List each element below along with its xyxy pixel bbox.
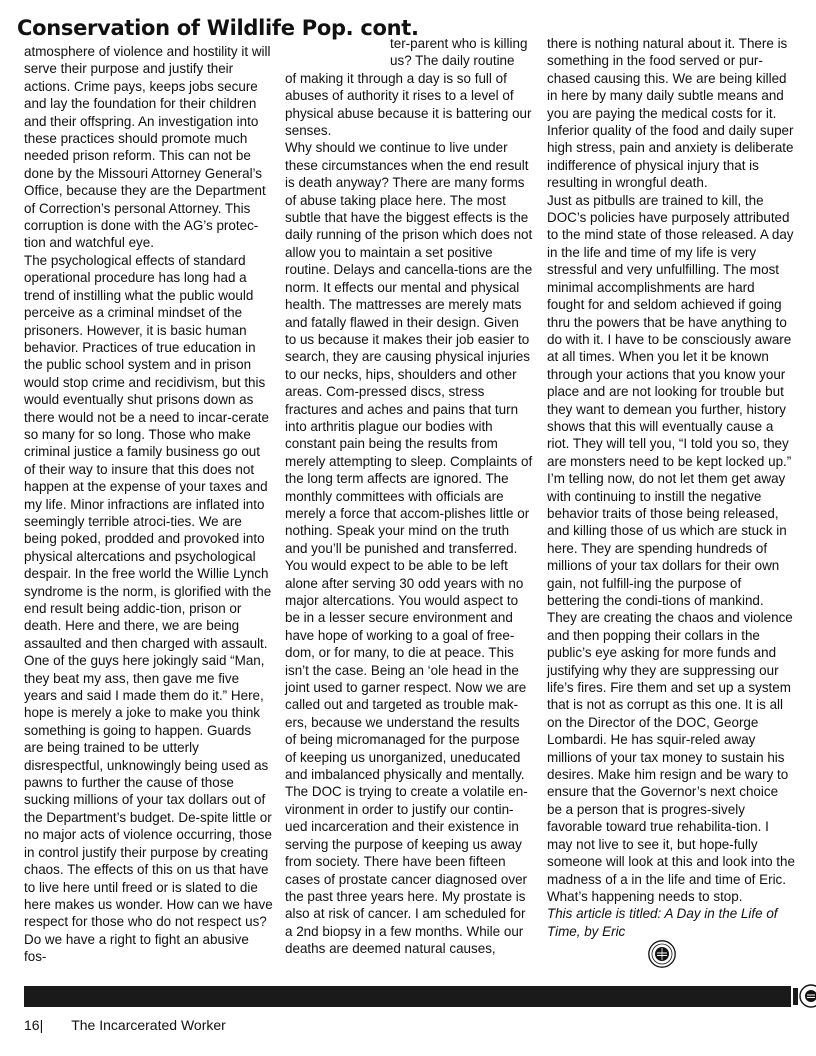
paragraph: there is nothing natural about it. There is something in the food served or pur-chased causing this. We are being killed in here by many daily subtle means and you are paying the medical costs for it. Inferior quality of the food and daily super high stress, pain and anxiety is deliberate indifference of physical injury that is resulting in wrongful death. [547, 36, 794, 191]
publication-name: The Incarcerated Worker [71, 1017, 226, 1033]
article-closing: This article is titled: A Day in the Life of Time, by Eric [547, 906, 778, 939]
paragraph: Just as pitbulls are trained to kill, the DOC’s policies have purposely attributed to the mind state of those released. A day in the life and time of my life is very stressful and very unfulfilling. The most minimal accomplishments are hard fought for and seldom achieved if going thru the powers that be have anything to do with it. I have to be consciously aware at all times. When you let it be known through your actions that you know your place and are not looking for trouble but they want to demean you further, history shows that this will eventually cause a riot. They will tell you, “I told you so, they are monsters need to be kept locked up.” I’m telling now, do not let them get away with continuing to instill the negative behavior traits of those being released, and killing those of us which are stuck in here. They are spending hundreds of millions of your tax dollars for their own gain, not fulfill-ing the purpose of bettering the condi-tions of mankind. They are creating the chaos and violence and then popping their collars in the public’s eye asking for more funds and justifying why they are suppressing our life’s fires. Fire them and set up a system that is not as corrupt as this one. It is all on the Director of the DOC, George Lombardi. He has squir-reled away millions of your tax money to sustain his desires. Make him resign and be wary to ensure that the Governor’s next choice be a person that is progres-sively favorable toward true rehabilita-tion. I may not live to see it, but hope-fully someone will look at this and look into the madness of a in the life and time of Eric. What’s happening needs to stop. [547, 192, 795, 904]
footer-bar-mark [793, 988, 798, 1005]
footer-seal-icon [799, 984, 816, 1008]
page-number: 16| [24, 1017, 44, 1033]
paragraph: You would expect to be able to be left alone after serving 30 odd years with no major altercations. You would aspect to be in a lesser secure environment and have hope of working to a goal of free-dom, or for many, to die at peace. This isn’t the case. Being an ‘ole head in the joint used to garner respect. Now we are called out and targeted as trouble mak-ers, because we understand the results of being micromanaged for the purpose of keeping us unorganized, uneducated and imbalanced physically and mentally. The DOC is trying to create a volatile en-vironment in order to justify our contin-ued incarceration and their existence in serving the purpose of keeping us away from society. There have been fifteen cases of prostate cancer diagnosed over the past three years here. My prostate is also at risk of cancer. I am scheduled for a 2nd biopsy in a few months. While our deaths are deemed natural causes, [285, 558, 528, 957]
article-column-3 [547, 35, 795, 940]
article-title: Conservation of Wildlife Pop. cont. [17, 16, 419, 40]
article-column-2 [285, 35, 533, 958]
paragraph: atmosphere of violence and hostility it will serve their purpose and justify their actions. Crime pays, keeps jobs secure and lay the foundation for their children and their offspring. An investigation into these practices should promote much needed prison reform. This can not be done by the Missouri Attorney General’s Office, because they are the Department of Correction’s personal Attorney. This corruption is done with the AG’s protec-tion and watchful eye. [24, 44, 271, 251]
page-footer [24, 1017, 226, 1033]
article-column-1 [24, 43, 274, 966]
iww-seal-icon [648, 940, 676, 968]
paragraph: of making it through a day is so full of abuses of authority it rises to a level of physical abuse because it is battering our senses. [285, 70, 532, 139]
paragraph: Why should we continue to live under these circumstances when the end result is death anyway? There are many forms of abuse taking place here. The most subtle that have the biggest effects is the daily running of the prison which does not allow you to maintain a set positive routine. Delays and cancella-tions are the norm. It effects our mental and physical health. The mattresses are merely mats and fatally flawed in their design. Given to us because it makes their job easier to search, they are causing physical injuries to our necks, hips, shoulders and other areas. Com-pressed discs, stress fractures and aches and pains that turn into arthritis plague our bodies with constant pain being the results from merely attempting to sleep. Complaints of the long term affects are ignored. The monthly committees with officials are merely a force that accom-plishes little or nothing. Speak your mind on the truth and you’ll be punished and transferred. [285, 140, 533, 556]
paragraph: The psychological effects of standard operational procedure has long had a trend of instilling what the public would perceive as a criminal mindset of the prisoners. However, it is basic human behavior. Practices of true education in the public school system and in prison would stop crime and recidivism, but this would eventually shut prisons down as there would not be a need to incar-cerate so many for so long. Those who make criminal justice a family business go out of their way to insure that this does not happen at the expense of your taxes and my life. Minor infractions are inflated into seemingly terrible atroci-ties. We are being poked, prodded and provoked into physical altercations and psychological despair. In the free world the Willie Lynch syndrome is the norm, is glorified with the end result being addic-tion, prison or death. Here and there, we are being assaulted and then charged with assault. One of the guys here jokingly said “Man, they beat my ass, then gave me five years and said I made them do it.” Here, hope is merely a joke to make you think something is going to happen. Guards are being trained to be utterly disrespectful, unknowingly being used as pawns to further the cause of those sucking millions of your tax dollars out of the Department’s budget. De-spite little or no major acts of violence occurring, those in control justify their purpose by creating chaos. The effects of this on us that have to live here until freed or is slated to die here makes us wonder. How can we have respect for those who do not respect us? Do we have a right to fight an abusive fos- [24, 252, 273, 965]
paragraph-continuation: ter-parent who is killing us? The daily routine [390, 36, 528, 69]
footer-bar [24, 986, 791, 1007]
